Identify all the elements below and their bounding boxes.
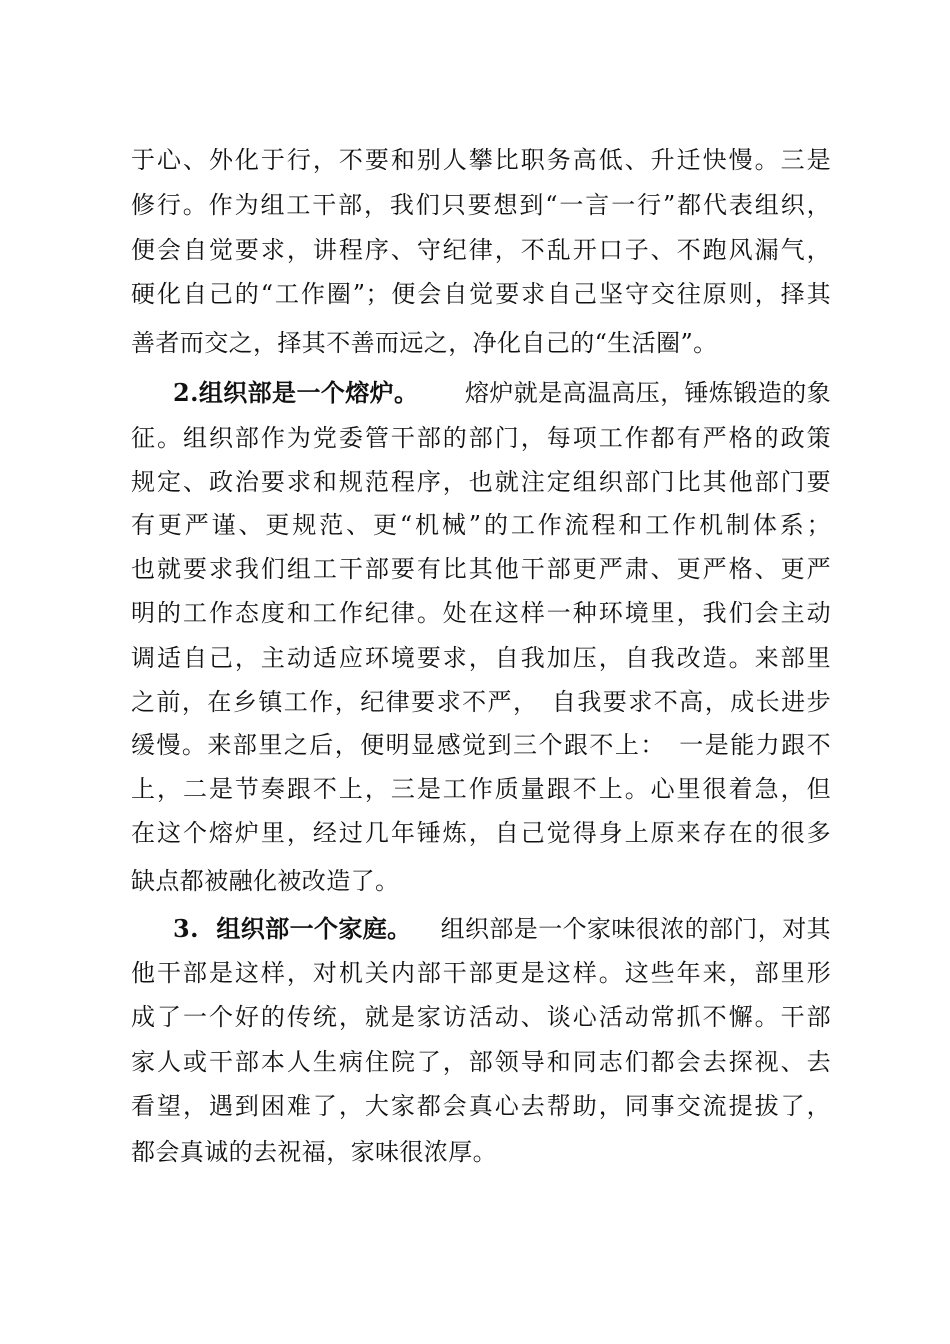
paragraph-2-first-line-text: 熔炉就是高温高压，锤炼锻造的象 (465, 379, 831, 407)
paragraph-1-line-5: 善者而交之，择其不善而远之，净化自己的“生活圈”。 (131, 329, 718, 357)
paragraph-2-line-8: 之前，在乡镇工作，纪律要求不严， 自我要求不高，成长进步 (131, 688, 831, 716)
paragraph-2-line-9: 缓慢。来部里之后，便明显感觉到三个跟不上： 一是能力跟不 (131, 731, 831, 759)
paragraph-1-line-2: 修行。作为组工干部，我们只要想到“一言一行”都代表组织， (131, 191, 831, 219)
paragraph-2-line-3: 规定、政治要求和规范程序，也就注定组织部门比其他部门要 (131, 468, 831, 496)
paragraph-2-line-2: 征。组织部作为党委管干部的部门，每项工作都有严格的政策 (131, 424, 831, 452)
paragraph-2-line-5: 也就要求我们组工干部要有比其他干部更严肃、更严格、更严 (131, 555, 831, 583)
paragraph-2-line-7: 调适自己，主动适应环境要求，自我加压，自我改造。来部里 (131, 644, 831, 672)
paragraph-3-heading: 3. 组织部一个家庭。 (173, 914, 412, 943)
paragraph-2-line-4: 有更严谨、更规范、更“机械”的工作流程和工作机制体系； (131, 511, 831, 539)
paragraph-2-first-line (173, 378, 831, 408)
paragraph-2-line-6: 明的工作态度和工作纪律。处在这样一种环境里，我们会主动 (131, 599, 831, 627)
paragraph-2-line-12: 缺点都被融化被改造了。 (131, 867, 400, 895)
paragraph-1-line-4: 硬化自己的“工作圈”；便会自觉要求自己坚守交往原则，择其 (131, 280, 831, 308)
paragraph-3-line-4: 家人或干部本人生病住院了，部领导和同志们都会去探视、去 (131, 1048, 831, 1076)
paragraph-1-line-1: 于心、外化于行，不要和别人攀比职务高低、升迁快慢。三是 (131, 146, 831, 174)
paragraph-2-line-10: 上，二是节奏跟不上，三是工作质量跟不上。心里很着急，但 (131, 775, 831, 803)
paragraph-3-line-3: 成了一个好的传统，就是家访活动、谈心活动常抓不懈。干部 (131, 1003, 831, 1031)
paragraph-1-line-3: 便会自觉要求，讲程序、守纪律，不乱开口子、不跑风漏气， (131, 236, 831, 264)
paragraph-2-line-11: 在这个熔炉里，经过几年锤炼，自己觉得身上原来存在的很多 (131, 819, 831, 847)
paragraph-3-first-line (173, 914, 831, 944)
paragraph-2-heading: 2.组织部是一个熔炉。 (173, 378, 419, 407)
paragraph-3-line-6: 都会真诚的去祝福，家味很浓厚。 (131, 1138, 497, 1166)
paragraph-3-line-5: 看望，遇到困难了，大家都会真心去帮助，同事交流提拔了， (131, 1092, 831, 1120)
paragraph-3-line-2: 他干部是这样，对机关内部干部更是这样。这些年来，部里形 (131, 959, 831, 987)
paragraph-3-first-line-text: 组织部是一个家味很浓的部门，对其 (440, 915, 831, 943)
